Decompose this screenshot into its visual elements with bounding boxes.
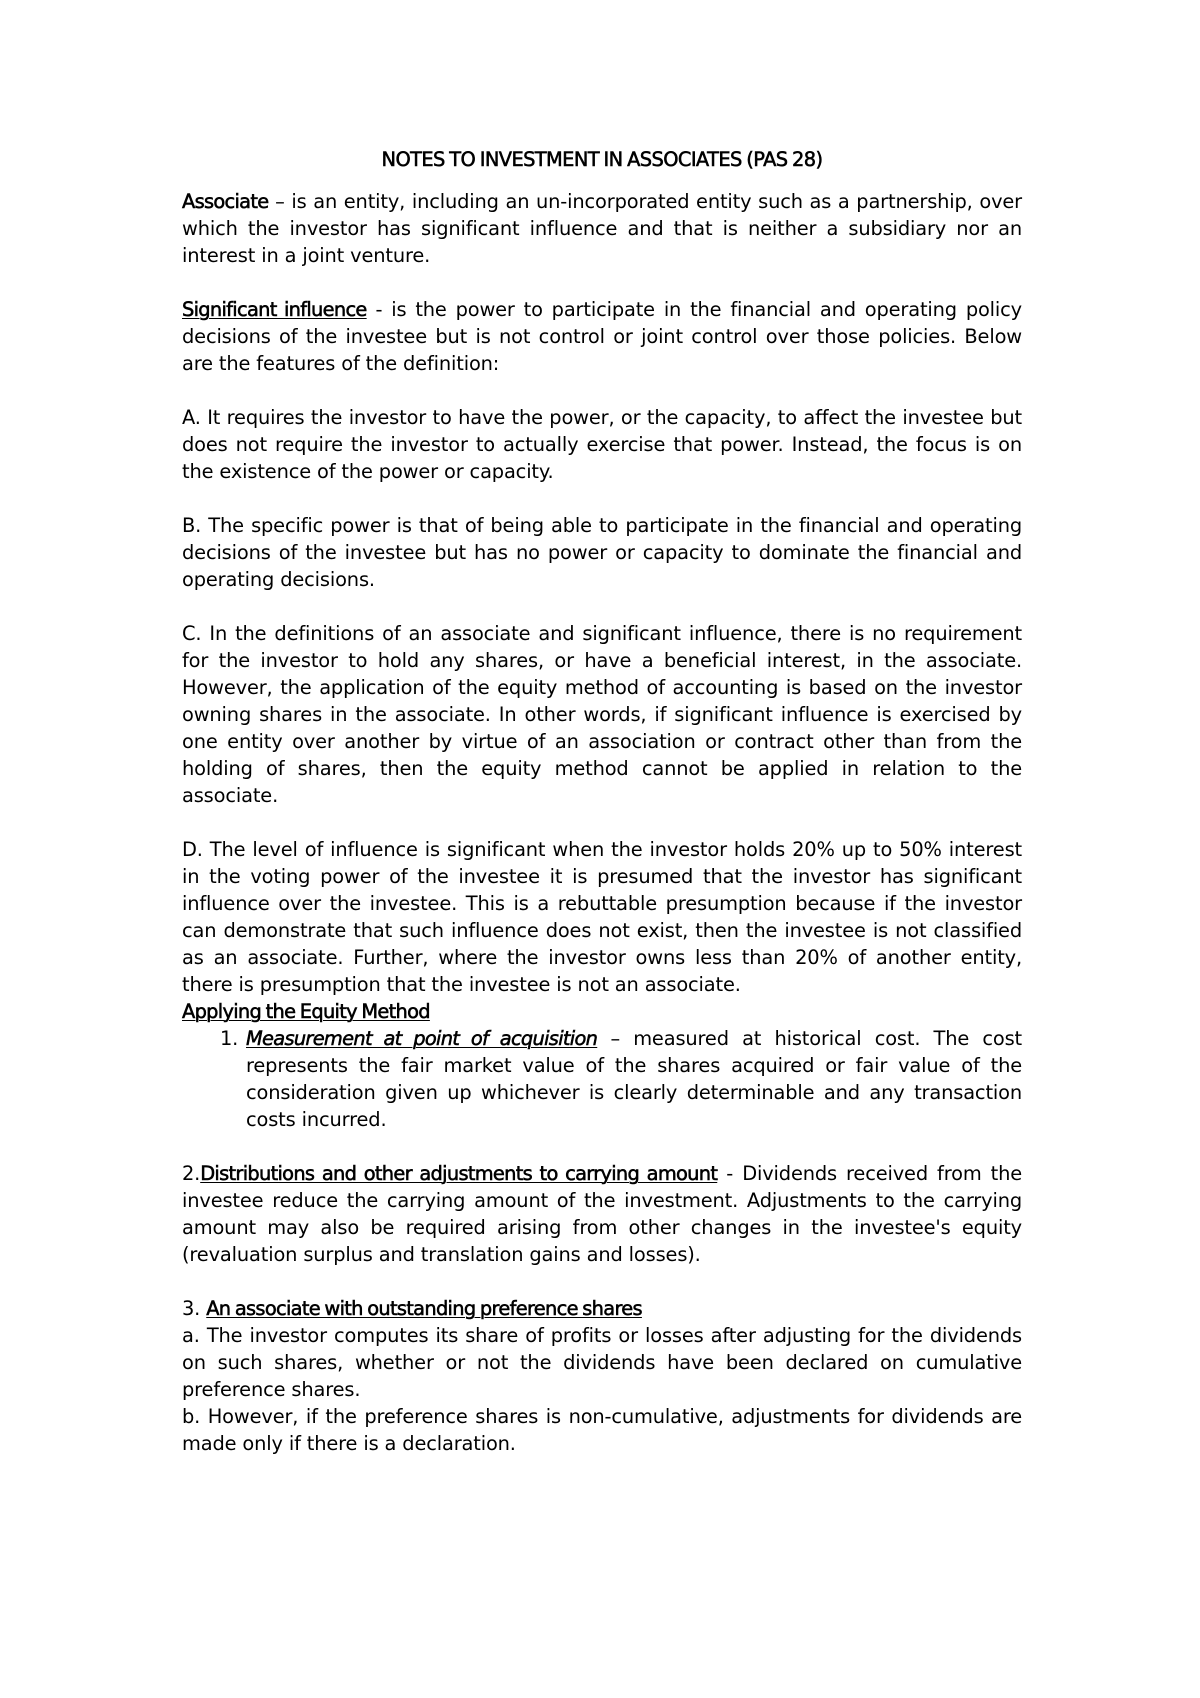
item-1-text: – measured at historical cost. The cost represents the fair market value of the shares acquired or fair value of the consideration given up whichever is clearly determinable and any transaction costs incurred. xyxy=(246,1027,1022,1131)
feature-a: A. It requires the investor to have the power, or the capacity, to affect the investee but does not require the investor to actually exercise that power. Instead, the focus is on the existence of the power or capacity. xyxy=(182,406,1022,483)
equity-method-item-1 xyxy=(220,1025,1022,1133)
associate-term: Associate xyxy=(182,190,269,213)
significant-influence-term: Significant influence xyxy=(182,298,367,321)
equity-method-item-2 xyxy=(182,1160,1022,1268)
equity-method-heading: Applying the Equity Method xyxy=(182,1000,430,1023)
item-2-text: - Dividends received from the investee reduce the carrying amount of the investment. Adjustments to the carrying amount may also be required arising from other changes in the investee's equity (revaluation surplus and translation gains and losses). xyxy=(182,1162,1022,1266)
associate-text: – is an entity, including an un-incorporated entity such as a partnership, over which the investor has significant influence and that is neither a subsidiary nor an interest in a joint venture. xyxy=(182,190,1022,267)
feature-c: C. In the definitions of an associate and significant influence, there is no requirement for the investor to hold any shares, or have a beneficial interest, in the associate. However, the application of the equity method of accounting is based on the investor owning shares in the associate. In other words, if significant influence is exercised by one entity over another by virtue of an association or contract other than from the holding of shares, then the equity method cannot be applied in relation to the associate. xyxy=(182,622,1022,807)
item-1-body xyxy=(246,1025,1022,1133)
feature-d: D. The level of influence is significant when the investor holds 20% up to 50% interest in the voting power of the investee it is presumed that the investor has significant influence over the investee. This is a rebuttable presumption because if the investor can demonstrate that such influence does not exist, then the investee is not classified as an associate. Further, where the investor owns less than 20% of another entity, there is presumption that the investee is not an associate. xyxy=(182,838,1022,996)
item-2-number: 2. xyxy=(182,1162,201,1185)
item-3-point-b: b. However, if the preference shares is non-cumulative, adjustments for dividends are made only if there is a declaration. xyxy=(182,1405,1022,1455)
associate-definition xyxy=(182,188,1022,269)
item-3-term: An associate with outstanding preference shares xyxy=(206,1297,642,1320)
document-title: NOTES TO INVESTMENT IN ASSOCIATES (PAS 28) xyxy=(381,148,823,171)
item-1-term: Measurement at point of acquisition xyxy=(246,1027,598,1050)
equity-method-item-3 xyxy=(182,1295,1022,1322)
feature-b: B. The specific power is that of being able to participate in the financial and operating decisions of the investee but has no power or capacity to dominate the financial and operating decisions. xyxy=(182,514,1022,591)
item-2-term: Distributions and other adjustments to carrying amount xyxy=(200,1162,718,1185)
document-page xyxy=(182,146,1022,1457)
item-1-number: 1. xyxy=(220,1027,239,1050)
item-3-number: 3. xyxy=(182,1297,207,1320)
significant-influence-text: - is the power to participate in the financial and operating policy decisions of the investee but is not control or joint control over those policies. Below are the features of the definition: xyxy=(182,298,1022,375)
item-3-point-a: a. The investor computes its share of profits or losses after adjusting for the dividends on such shares, whether or not the dividends have been declared on cumulative preference shares. xyxy=(182,1324,1022,1401)
significant-influence-definition xyxy=(182,296,1022,377)
